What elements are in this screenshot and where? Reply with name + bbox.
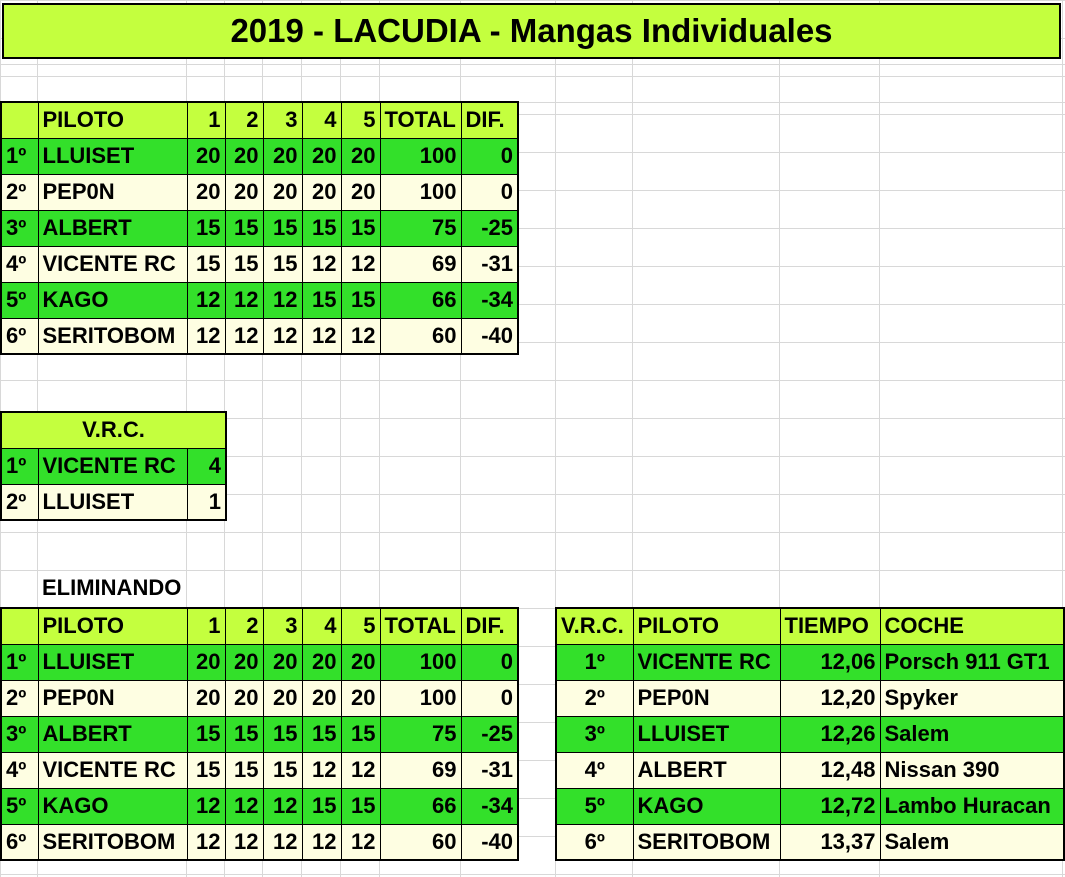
main-standings-cell[interactable]: 12 — [341, 246, 380, 282]
eliminando-cell[interactable]: 20 — [341, 644, 380, 680]
times-cell[interactable]: Salem — [880, 716, 1064, 752]
eliminando-cell[interactable]: 100 — [380, 644, 461, 680]
main-standings-row — [1, 174, 518, 210]
main-standings-cell[interactable]: 12 — [263, 282, 302, 318]
eliminando-label: ELIMINANDO — [42, 575, 182, 600]
main-standings-header-cell[interactable]: TOTAL — [380, 102, 461, 138]
times-cell[interactable]: 3º — [556, 716, 633, 752]
main-standings-cell[interactable]: 60 — [380, 318, 461, 354]
eliminando-cell[interactable]: 20 — [302, 680, 341, 716]
main-standings-cell[interactable]: 0 — [461, 174, 518, 210]
main-standings-cell[interactable]: 15 — [225, 246, 263, 282]
eliminando-row — [1, 644, 518, 680]
eliminando-header-cell[interactable]: DIF. — [461, 608, 518, 644]
eliminando-cell[interactable]: 66 — [380, 788, 461, 824]
times-table — [555, 607, 1065, 861]
times-cell[interactable]: 1º — [556, 644, 633, 680]
eliminando-cell[interactable]: 75 — [380, 716, 461, 752]
times-cell[interactable]: 5º — [556, 788, 633, 824]
vrc-row — [1, 484, 226, 520]
times-cell[interactable]: PEP0N — [633, 680, 780, 716]
eliminando-cell[interactable]: 20 — [263, 644, 302, 680]
main-standings-cell[interactable]: 1º — [1, 138, 38, 174]
main-standings-cell[interactable]: 20 — [263, 174, 302, 210]
times-header-cell[interactable]: V.R.C. — [556, 608, 633, 644]
eliminando-cell[interactable]: PEP0N — [38, 680, 187, 716]
main-standings-cell[interactable]: 20 — [187, 138, 225, 174]
vrc-header-cell[interactable]: V.R.C. — [1, 412, 226, 448]
main-standings-cell[interactable]: 15 — [225, 210, 263, 246]
eliminando-cell[interactable]: -25 — [461, 716, 518, 752]
eliminando-cell[interactable]: 15 — [187, 752, 225, 788]
eliminando-header-cell[interactable]: TOTAL — [380, 608, 461, 644]
eliminando-cell[interactable]: 0 — [461, 644, 518, 680]
eliminando-cell[interactable]: 0 — [461, 680, 518, 716]
main-standings-header-cell[interactable]: 3 — [263, 102, 302, 138]
eliminando-cell[interactable]: 4º — [1, 752, 38, 788]
main-standings-cell[interactable]: 12 — [263, 318, 302, 354]
main-standings-header-cell[interactable]: DIF. — [461, 102, 518, 138]
times-row — [556, 824, 1064, 860]
eliminando-cell[interactable]: 20 — [302, 644, 341, 680]
eliminando-cell[interactable]: 20 — [263, 680, 302, 716]
eliminando-cell[interactable]: 15 — [302, 788, 341, 824]
times-header-cell[interactable]: TIEMPO — [780, 608, 880, 644]
main-standings-cell[interactable]: 100 — [380, 138, 461, 174]
vrc-row — [1, 448, 226, 484]
eliminando-header-cell[interactable]: 3 — [263, 608, 302, 644]
times-cell[interactable]: 13,37 — [780, 824, 880, 860]
main-standings-cell[interactable]: 12 — [187, 282, 225, 318]
times-row — [556, 752, 1064, 788]
times-row — [556, 644, 1064, 680]
eliminando-cell[interactable]: 20 — [187, 680, 225, 716]
main-standings-cell[interactable]: 20 — [341, 138, 380, 174]
vrc-count-cell[interactable]: 1 — [187, 484, 226, 520]
main-standings-cell[interactable]: 15 — [302, 210, 341, 246]
main-standings-header-cell[interactable]: 4 — [302, 102, 341, 138]
main-standings-cell[interactable]: 20 — [302, 138, 341, 174]
main-standings-cell[interactable]: 0 — [461, 138, 518, 174]
eliminando-header-cell[interactable]: PILOTO — [38, 608, 187, 644]
eliminando-cell[interactable]: 5º — [1, 788, 38, 824]
main-standings-cell[interactable]: VICENTE RC — [38, 246, 187, 282]
main-standings-header-cell[interactable] — [1, 102, 38, 138]
times-cell[interactable]: 12,72 — [780, 788, 880, 824]
main-standings-cell[interactable]: 12 — [302, 318, 341, 354]
main-standings-cell[interactable]: 5º — [1, 282, 38, 318]
eliminando-cell[interactable]: 20 — [187, 644, 225, 680]
main-standings-header-cell[interactable]: PILOTO — [38, 102, 187, 138]
times-row — [556, 716, 1064, 752]
eliminando-cell[interactable]: VICENTE RC — [38, 752, 187, 788]
times-body — [556, 608, 1064, 860]
times-cell[interactable]: KAGO — [633, 788, 780, 824]
grid-line — [0, 64, 1065, 65]
eliminando-cell[interactable]: 15 — [263, 716, 302, 752]
main-standings-cell[interactable]: 6º — [1, 318, 38, 354]
eliminando-cell[interactable]: ALBERT — [38, 716, 187, 752]
eliminando-header-cell[interactable]: 2 — [225, 608, 263, 644]
main-standings-cell[interactable]: 100 — [380, 174, 461, 210]
eliminando-header-cell[interactable] — [1, 608, 38, 644]
main-standings-cell[interactable]: -31 — [461, 246, 518, 282]
main-standings-cell[interactable]: 12 — [341, 318, 380, 354]
main-standings-row — [1, 138, 518, 174]
main-standings-cell[interactable]: 4º — [1, 246, 38, 282]
main-standings-cell[interactable]: 20 — [187, 174, 225, 210]
main-standings-row — [1, 246, 518, 282]
main-standings-header-cell[interactable]: 5 — [341, 102, 380, 138]
main-standings-cell[interactable]: 66 — [380, 282, 461, 318]
eliminando-cell[interactable]: 15 — [341, 788, 380, 824]
main-standings-cell[interactable]: 15 — [187, 246, 225, 282]
eliminando-cell[interactable]: -31 — [461, 752, 518, 788]
main-standings-cell[interactable]: 15 — [187, 210, 225, 246]
eliminando-cell[interactable]: 15 — [225, 752, 263, 788]
times-cell[interactable]: 4º — [556, 752, 633, 788]
main-standings-cell[interactable]: 2º — [1, 174, 38, 210]
eliminando-cell[interactable]: 20 — [225, 644, 263, 680]
times-cell[interactable]: LLUISET — [633, 716, 780, 752]
main-standings-header-cell[interactable]: 2 — [225, 102, 263, 138]
eliminando-cell[interactable]: 15 — [302, 716, 341, 752]
main-standings-cell[interactable]: LLUISET — [38, 138, 187, 174]
main-standings-cell[interactable]: 15 — [341, 210, 380, 246]
eliminando-row — [1, 680, 518, 716]
vrc-position-cell[interactable]: 2º — [1, 484, 38, 520]
main-standings-cell[interactable]: 15 — [341, 282, 380, 318]
eliminando-row — [1, 824, 518, 860]
vrc-pilot-cell[interactable]: VICENTE RC — [38, 448, 187, 484]
eliminando-cell[interactable]: 15 — [341, 716, 380, 752]
eliminando-cell[interactable]: 15 — [187, 716, 225, 752]
main-standings-cell[interactable]: 12 — [187, 318, 225, 354]
eliminando-cell[interactable]: 12 — [341, 752, 380, 788]
times-cell[interactable]: 12,20 — [780, 680, 880, 716]
eliminando-cell[interactable]: 20 — [341, 680, 380, 716]
eliminando-cell[interactable]: 12 — [263, 788, 302, 824]
eliminando-cell[interactable]: 100 — [380, 680, 461, 716]
eliminando-cell[interactable]: 1º — [1, 644, 38, 680]
eliminando-cell[interactable]: 69 — [380, 752, 461, 788]
main-standings-cell[interactable]: 20 — [225, 174, 263, 210]
times-cell[interactable]: Porsch 911 GT1 — [880, 644, 1064, 680]
main-standings-table — [0, 101, 519, 355]
eliminando-cell[interactable]: 12 — [263, 824, 302, 860]
main-standings-cell[interactable]: 75 — [380, 210, 461, 246]
eliminando-row — [1, 716, 518, 752]
main-standings-cell[interactable]: 15 — [263, 210, 302, 246]
times-cell[interactable]: 2º — [556, 680, 633, 716]
times-cell[interactable]: 12,48 — [780, 752, 880, 788]
times-cell[interactable]: 6º — [556, 824, 633, 860]
main-standings-cell[interactable]: 12 — [225, 318, 263, 354]
times-cell[interactable]: Nissan 390 — [880, 752, 1064, 788]
eliminando-cell[interactable]: 6º — [1, 824, 38, 860]
times-row — [556, 788, 1064, 824]
eliminando-header-row — [1, 608, 518, 644]
vrc-position-cell[interactable]: 1º — [1, 448, 38, 484]
times-cell[interactable]: ALBERT — [633, 752, 780, 788]
main-standings-cell[interactable]: 15 — [302, 282, 341, 318]
times-cell[interactable]: SERITOBOM — [633, 824, 780, 860]
eliminando-cell[interactable]: 12 — [302, 824, 341, 860]
main-standings-header-cell[interactable]: 1 — [187, 102, 225, 138]
eliminando-cell[interactable]: 15 — [225, 716, 263, 752]
eliminando-cell[interactable]: 20 — [225, 680, 263, 716]
main-standings-cell[interactable]: 12 — [225, 282, 263, 318]
eliminando-cell[interactable]: -34 — [461, 788, 518, 824]
vrc-count-cell[interactable]: 4 — [187, 448, 226, 484]
main-standings-cell[interactable]: 69 — [380, 246, 461, 282]
times-cell[interactable]: Salem — [880, 824, 1064, 860]
eliminando-row — [1, 752, 518, 788]
eliminando-cell[interactable]: SERITOBOM — [38, 824, 187, 860]
eliminando-cell[interactable]: 15 — [263, 752, 302, 788]
eliminando-cell[interactable]: 12 — [302, 752, 341, 788]
times-cell[interactable]: VICENTE RC — [633, 644, 780, 680]
eliminando-cell[interactable]: 12 — [341, 824, 380, 860]
main-standings-cell[interactable]: 12 — [302, 246, 341, 282]
eliminando-cell[interactable]: -40 — [461, 824, 518, 860]
main-standings-row — [1, 210, 518, 246]
eliminando-header-cell[interactable]: 5 — [341, 608, 380, 644]
main-standings-cell[interactable]: -40 — [461, 318, 518, 354]
vrc-pilot-cell[interactable]: LLUISET — [38, 484, 187, 520]
eliminando-cell[interactable]: 12 — [187, 788, 225, 824]
eliminando-row — [1, 788, 518, 824]
eliminando-cell[interactable]: 3º — [1, 716, 38, 752]
main-standings-cell[interactable]: 20 — [341, 174, 380, 210]
vrc-header-row — [1, 412, 226, 448]
main-standings-cell[interactable]: 20 — [302, 174, 341, 210]
eliminando-cell[interactable]: 12 — [225, 824, 263, 860]
eliminando-cell[interactable]: KAGO — [38, 788, 187, 824]
main-standings-cell[interactable]: -34 — [461, 282, 518, 318]
eliminando-cell[interactable]: 2º — [1, 680, 38, 716]
main-standings-cell[interactable]: 20 — [225, 138, 263, 174]
times-row — [556, 680, 1064, 716]
eliminando-table — [0, 607, 519, 861]
eliminando-header-cell[interactable]: 4 — [302, 608, 341, 644]
main-standings-cell[interactable]: KAGO — [38, 282, 187, 318]
main-standings-cell[interactable]: PEP0N — [38, 174, 187, 210]
eliminando-cell[interactable]: 12 — [225, 788, 263, 824]
main-standings-header-row — [1, 102, 518, 138]
main-standings-cell[interactable]: 20 — [263, 138, 302, 174]
main-standings-cell[interactable]: -25 — [461, 210, 518, 246]
main-standings-row — [1, 282, 518, 318]
main-standings-cell[interactable]: ALBERT — [38, 210, 187, 246]
times-cell[interactable]: 12,06 — [780, 644, 880, 680]
times-cell[interactable]: Spyker — [880, 680, 1064, 716]
times-header-cell[interactable]: PILOTO — [633, 608, 780, 644]
sheet-title: 2019 - LACUDIA - Mangas Individuales — [2, 3, 1061, 59]
times-cell[interactable]: 12,26 — [780, 716, 880, 752]
main-standings-cell[interactable]: SERITOBOM — [38, 318, 187, 354]
eliminando-cell[interactable]: 12 — [187, 824, 225, 860]
times-header-row — [556, 608, 1064, 644]
times-header-cell[interactable]: COCHE — [880, 608, 1064, 644]
eliminando-cell[interactable]: LLUISET — [38, 644, 187, 680]
main-standings-cell[interactable]: 3º — [1, 210, 38, 246]
main-standings-row — [1, 318, 518, 354]
main-standings-body — [1, 102, 518, 354]
eliminando-cell[interactable]: 60 — [380, 824, 461, 860]
times-cell[interactable]: Lambo Huracan — [880, 788, 1064, 824]
eliminando-header-cell[interactable]: 1 — [187, 608, 225, 644]
eliminando-body — [1, 608, 518, 860]
main-standings-cell[interactable]: 15 — [263, 246, 302, 282]
vrc-table — [0, 411, 227, 521]
